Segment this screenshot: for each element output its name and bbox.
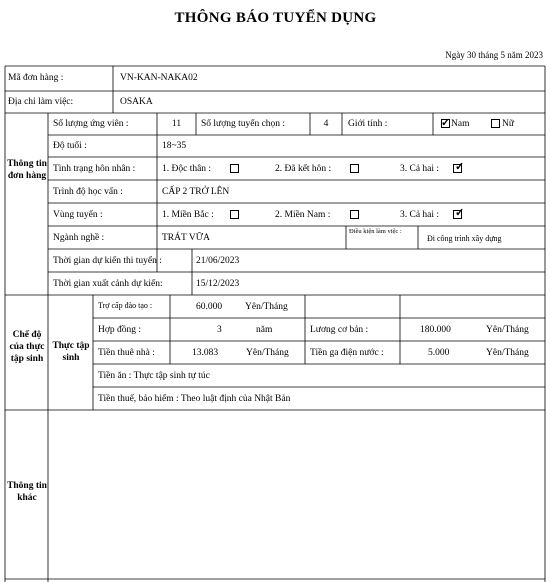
selected-value: 4 — [323, 119, 329, 129]
check-icon: ✓ — [455, 161, 465, 173]
gender-female-label: Nữ — [502, 119, 515, 129]
occupation-label: Ngành nghề : — [53, 233, 105, 243]
marital-single-checkbox[interactable] — [230, 164, 239, 173]
marital-label: Tình trạng hôn nhân : — [53, 164, 136, 174]
work-location-label: Địa chỉ làm việc: — [8, 97, 74, 107]
rent-unit: Yên/Tháng — [246, 348, 289, 358]
gender-label: Giới tính : — [348, 119, 388, 129]
training-allowance-unit: Yên/Tháng — [245, 302, 288, 312]
selected-label: Số lượng tuyển chọn : — [201, 119, 286, 129]
departure-date-value: 15/12/2023 — [196, 279, 240, 289]
region-option-north: 1. Miền Bắc : — [162, 210, 214, 220]
rent-label: Tiền thuê nhà : — [98, 348, 155, 358]
training-allowance-label: Trợ cấp đào tạo : — [98, 301, 153, 310]
age-label: Độ tuổi : — [53, 141, 87, 151]
page-title: THÔNG BÁO TUYỂN DỤNG — [174, 10, 377, 26]
education-value: CẤP 2 TRỞ LÊN — [162, 187, 230, 197]
section-order-info: Thông tin đơn hàng — [7, 159, 47, 181]
other-info-area[interactable] — [49, 411, 544, 578]
section-other-info: Thông tin khác — [7, 481, 47, 503]
marital-option-single: 1. Độc thân : — [162, 164, 212, 174]
contract-value: 3 — [217, 325, 222, 335]
utilities-unit: Yên/Tháng — [486, 348, 529, 358]
section-trainee-regime: Chế độ của thực tập sinh — [9, 330, 45, 364]
region-label: Vùng tuyển : — [53, 210, 103, 220]
rent-value: 13.083 — [192, 348, 219, 358]
occupation-value: TRÁT VỮA — [162, 233, 210, 243]
contract-label: Hợp đồng : — [98, 325, 142, 335]
departure-date-label: Thời gian xuất cảnh dự kiến: — [53, 279, 163, 289]
region-option-south: 2. Miền Nam : — [275, 210, 331, 220]
issue-date: Ngày 30 tháng 5 năm 2023 — [445, 50, 543, 60]
age-value: 18~35 — [162, 141, 187, 151]
region-south-checkbox[interactable] — [350, 210, 359, 219]
marital-married-checkbox[interactable] — [350, 164, 359, 173]
utilities-value: 5.000 — [428, 348, 450, 358]
section-trainee: Thực tập sinh — [52, 341, 90, 363]
education-label: Trình độ học vấn : — [53, 187, 123, 197]
meals-note: Tiền ăn : Thực tập sinh tự túc — [98, 371, 210, 381]
training-allowance-value: 60.000 — [196, 302, 223, 312]
contract-unit: năm — [256, 325, 273, 335]
order-code-label: Mã đơn hàng : — [8, 73, 64, 83]
order-code-value: VN-KAN-NAKA02 — [120, 73, 198, 83]
gender-female-checkbox[interactable] — [491, 119, 500, 128]
marital-option-married: 2. Đã kết hôn : — [275, 164, 332, 174]
insurance-note: Tiền thuế, bảo hiểm : Theo luật định của Nhật Bản — [98, 394, 291, 404]
base-salary-label: Lương cơ bản : — [310, 325, 369, 335]
interview-date-value: 21/06/2023 — [196, 256, 240, 266]
region-option-both: 3. Cả hai : — [400, 210, 440, 220]
utilities-label: Tiền ga điện nước : — [310, 348, 384, 358]
gender-male-label: Nam — [451, 119, 470, 129]
candidates-label: Số lượng ứng viên : — [53, 119, 129, 129]
work-location-value: OSAKA — [120, 97, 153, 107]
base-salary-unit: Yên/Tháng — [486, 325, 529, 335]
interview-date-label: Thời gian dự kiến thi tuyển : — [53, 256, 162, 266]
check-icon: ✓ — [455, 207, 465, 219]
base-salary-value: 180.000 — [420, 325, 451, 335]
candidates-value: 11 — [171, 119, 182, 129]
work-condition-label: Điều kiện làm việc : — [349, 228, 402, 235]
marital-option-both: 3. Cả hai : — [400, 164, 440, 174]
work-condition-value: Đi công trình xây dựng — [427, 234, 502, 243]
check-icon: ✓ — [441, 117, 451, 129]
region-north-checkbox[interactable] — [230, 210, 239, 219]
